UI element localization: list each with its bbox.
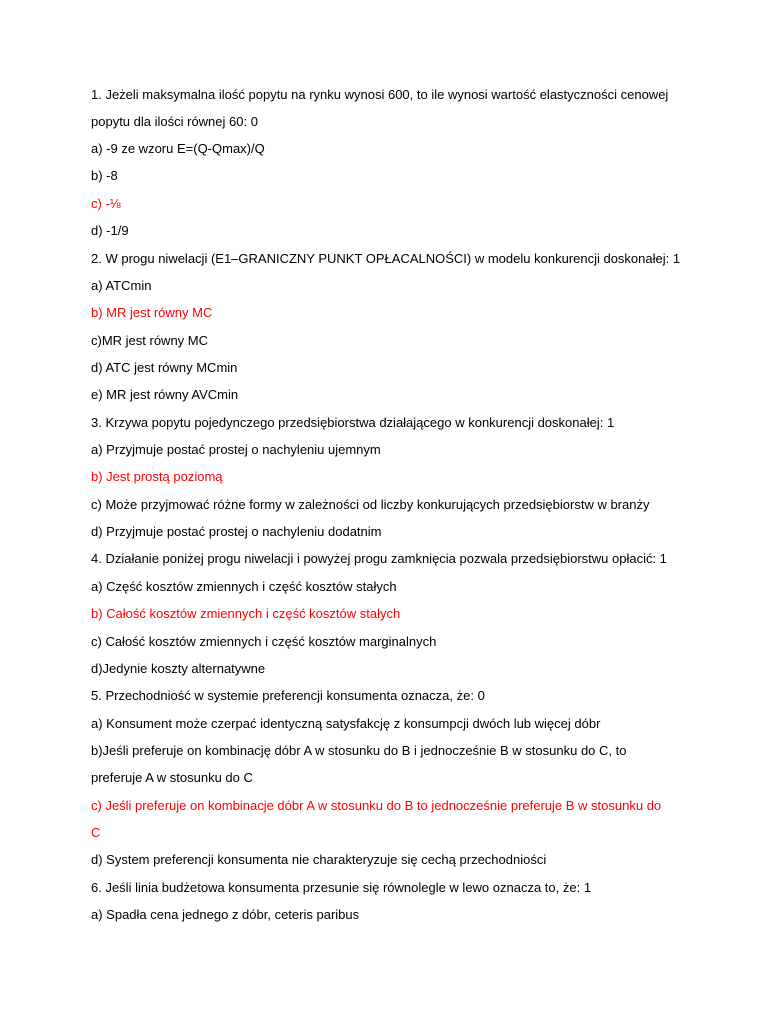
text-line: a) Przyjmuje postać prostej o nachyleniu ujemnym	[91, 442, 381, 457]
text-line: 5. Przechodniość w systemie preferencji konsumenta oznacza, że: 0	[91, 688, 485, 703]
text-line: c)MR jest równy MC	[91, 333, 209, 348]
text-line: a) Spadła cena jednego z dóbr, ceteris paribus	[91, 907, 360, 922]
text-line: d)Jedynie koszty alternatywne	[91, 661, 266, 676]
text-line: d) System preferencji konsumenta nie charakteryzuje się cechą przechodniości	[91, 852, 547, 867]
text-line: e) MR jest równy AVCmin	[91, 387, 239, 402]
text-line: popytu dla ilości równej 60: 0	[91, 114, 258, 129]
highlighted-answer-line: b) Całość kosztów zmiennych i część kosztów stałych	[91, 606, 401, 621]
text-line: 4. Działanie poniżej progu niwelacji i powyżej progu zamknięcia pozwala przedsiębiorstwu opłacić: 1	[91, 551, 667, 566]
text-line: b)Jeśli preferuje on kombinację dóbr A w stosunku do B i jednocześnie B w stosunku do C, to	[91, 743, 627, 758]
text-line: c) Może przyjmować różne formy w zależności od liczby konkurujących przedsiębiorstw w branży	[91, 497, 650, 512]
text-line: a) Konsument może czerpać identyczną satysfakcję z konsumpcji dwóch lub więcej dóbr	[91, 716, 601, 731]
highlighted-answer-line: b) MR jest równy MC	[91, 305, 213, 320]
highlighted-answer-line: c) Jeśli preferuje on kombinacje dóbr A w stosunku do B to jednocześnie preferuje B w stosunku do	[91, 798, 662, 813]
text-line: 3. Krzywa popytu pojedynczego przedsiębiorstwa działającego w konkurencji doskonałej: 1	[91, 415, 615, 430]
highlighted-answer-line: C	[91, 825, 101, 840]
text-line: d) -1/9	[91, 223, 129, 238]
text-line: c) Całość kosztów zmiennych i część kosztów marginalnych	[91, 634, 437, 649]
text-line: 2. W progu niwelacji (E1–GRANICZNY PUNKT OPŁACALNOŚCI) w modelu konkurencji doskonałej: 1	[91, 251, 681, 266]
text-line: b) -8	[91, 168, 118, 183]
text-line: a) ATCmin	[91, 278, 152, 293]
text-line: a) -9 ze wzoru E=(Q-Qmax)/Q	[91, 141, 265, 156]
text-line: 6. Jeśli linia budżetowa konsumenta przesunie się równolegle w lewo oznacza to, że: 1	[91, 880, 592, 895]
text-line: d) ATC jest równy MCmin	[91, 360, 238, 375]
text-line: a) Część kosztów zmiennych i część kosztów stałych	[91, 579, 397, 594]
highlighted-answer-line: c) -⅛	[91, 196, 121, 211]
highlighted-answer-line: b) Jest prostą poziomą	[91, 469, 223, 484]
text-line: 1. Jeżeli maksymalna ilość popytu na rynku wynosi 600, to ile wynosi wartość elastyczności cenowej	[91, 87, 669, 102]
text-line: preferuje A w stosunku do C	[91, 770, 253, 785]
text-line: d) Przyjmuje postać prostej o nachyleniu dodatnim	[91, 524, 382, 539]
